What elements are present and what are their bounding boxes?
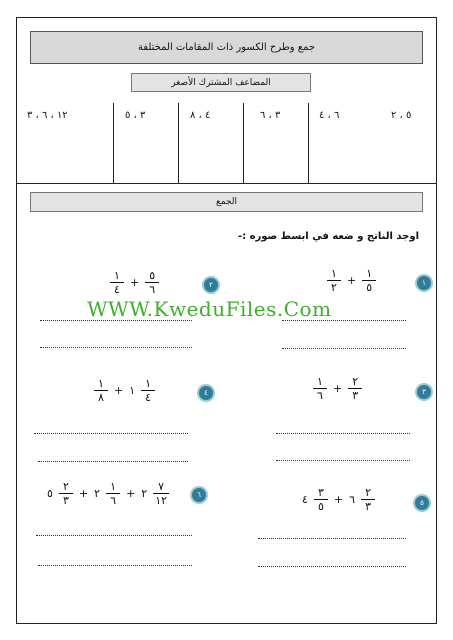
answer-line[interactable] [40, 347, 192, 348]
fraction: $\frac{١}{٥}$ [362, 267, 376, 294]
answer-line[interactable] [282, 348, 406, 349]
answer-line[interactable] [258, 566, 406, 567]
whole-number: ٤ [302, 493, 308, 506]
operator: + [78, 487, 89, 500]
answer-line[interactable] [276, 433, 410, 434]
problem-number-badge: ٢ [204, 278, 218, 292]
fraction: $\frac{٢}{٣}$ [361, 486, 375, 513]
problem-number-badge: ٣ [417, 385, 431, 399]
section-addition-heading: الجمع [30, 192, 423, 212]
lcm-cell-text: ٥ ، ٢ [391, 110, 412, 121]
whole-number: ٥ [47, 487, 53, 500]
fraction: $\frac{٣}{٥}$ [314, 486, 328, 513]
problem-6-expression [47, 480, 169, 507]
fraction: $\frac{٢}{٣}$ [59, 480, 73, 507]
fraction: $\frac{٢}{٣}$ [348, 375, 362, 402]
operator: + [114, 384, 124, 397]
lcm-cell [243, 103, 308, 184]
operator: + [130, 276, 140, 289]
problem-number-badge: ٥ [415, 496, 429, 510]
lcm-heading: المضاعف المشترك الأصغر [131, 73, 311, 92]
operator: + [126, 487, 136, 500]
whole-number: ٦ [349, 493, 356, 506]
whole-number: ٢ [141, 487, 148, 500]
lcm-cell [178, 103, 243, 184]
whole-number: ١ [129, 384, 136, 397]
lcm-cell-text: ١٢ ، ٦ ، ٣ [27, 110, 68, 121]
answer-line[interactable] [38, 565, 192, 566]
problem-2-expression [110, 269, 159, 296]
problem-5-expression [302, 486, 375, 513]
whole-number: ٢ [94, 487, 101, 500]
instruction: اوجد الناتج و ضعه في ابسط صوره :- [237, 231, 419, 242]
answer-line[interactable] [36, 535, 192, 536]
fraction: $\frac{١}{٤}$ [141, 377, 155, 404]
fraction: $\frac{١}{٦}$ [313, 375, 327, 402]
answer-line[interactable] [34, 433, 188, 434]
problem-number-badge: ١ [417, 276, 431, 290]
problem-number-badge: ٦ [192, 488, 206, 502]
lcm-cell-text: ٣ ، ٦ [260, 110, 281, 121]
answer-line[interactable] [276, 460, 410, 461]
answer-line[interactable] [258, 538, 406, 539]
lcm-grid [16, 103, 437, 184]
answer-line[interactable] [38, 461, 188, 462]
fraction: $\frac{١}{٦}$ [106, 480, 120, 507]
fraction: $\frac{١}{٨}$ [94, 377, 108, 404]
operator: + [333, 382, 343, 395]
worksheet-title: جمع وطرح الكسور ذات المقامات المختلفة [30, 31, 423, 64]
fraction: $\frac{١}{٢}$ [327, 267, 341, 294]
problem-4-expression [94, 377, 155, 404]
operator: + [333, 493, 344, 506]
lcm-cell-text: ٣ ، ٥ [125, 110, 146, 121]
lcm-cell-text: ٦ ، ٤ [319, 110, 340, 121]
fraction: $\frac{١}{٤}$ [110, 269, 124, 296]
lcm-cell [308, 103, 373, 184]
operator: + [347, 274, 357, 287]
lcm-cell [373, 103, 437, 184]
fraction: $\frac{٧}{١٢}$ [155, 480, 168, 507]
lcm-cell [113, 103, 178, 184]
problem-3-expression [313, 375, 362, 402]
lcm-cell-text: ٤ ، ٨ [190, 110, 211, 121]
problem-1-expression [327, 267, 376, 294]
watermark: WWW.KweduFiles.Com [87, 297, 332, 321]
lcm-cell [16, 103, 113, 184]
fraction: $\frac{٥}{٦}$ [145, 269, 159, 296]
problem-number-badge: ٤ [199, 386, 213, 400]
